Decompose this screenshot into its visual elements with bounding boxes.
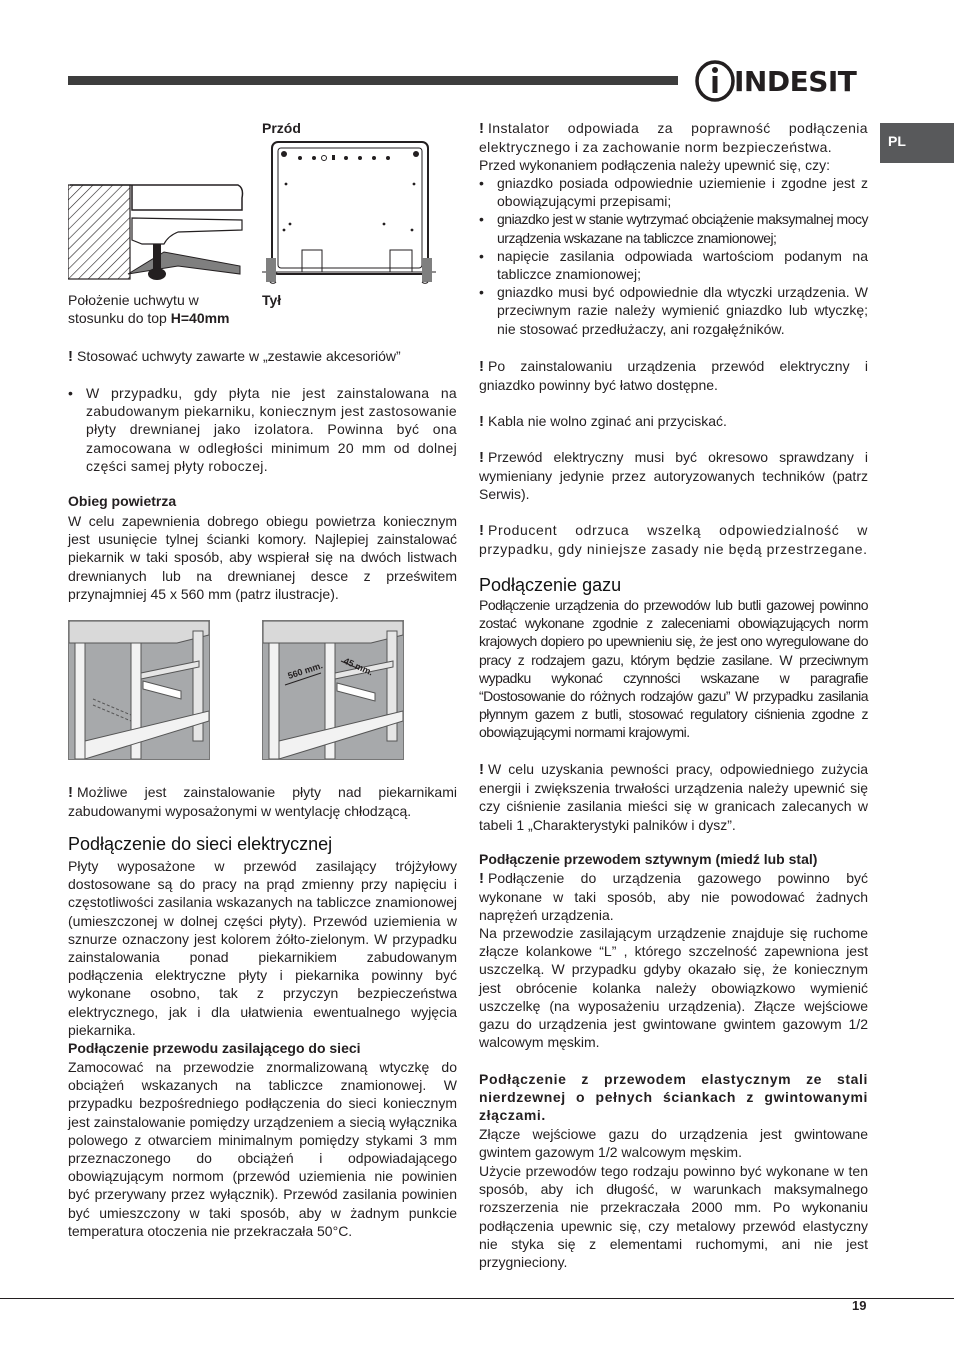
note-pressure (479, 760, 868, 834)
warning-icon: ! (479, 358, 484, 375)
note-accessories (68, 347, 458, 366)
caption-line-1: Położenie uchwytu w (68, 292, 199, 308)
note-check-text: Przewód elektryczny musi być okresowo sprawdzany i wymieniany jedynie przez autoryzowanych techników (patrz Serwis). (479, 449, 868, 503)
note-pressure-text: W celu uzyskania pewności pracy, odpowiedniego zużycia energii i zwiększenia trwałości urządzenia należy upewnić się czy ciśnienie zasilania mieści się w granicach zalecanych w tabeli 1 „Charakterystyki palników i dysz”. (479, 761, 868, 833)
flex-title: Podłączenie z przewodem elastycznym ze stali nierdzewnej o pełnych ściankach z gwintowanymi złączami. (479, 1071, 868, 1124)
note-access (479, 357, 868, 394)
insulator-text: W przypadku, gdy płyta nie jest zainstalowana na zabudowanym piekarniku, koniecznym jest zastosowanie płyty drewnianej jako izolatora. Powinna być ona zamocowana w odległości minimum 20 mm od dolnej części samej płyty roboczej. (86, 385, 457, 474)
note-access-text: Po zainstalowaniu urządzenia przewód elektryczny i gniazdko powinny być łatwo dostępne. (479, 358, 868, 394)
brand-wordmark: INDESIT (734, 65, 857, 98)
flex-text-2: Użycie przewodów tego rodzaju powinno być wykonane w ten sposób, aby ich długość, w warunkach maksymalnego rozszerzenia nie przekraczała 2000 mm. Po wykonaniu podłączenia upewnic się, czy metalowy przewód elastyczny nie styka się z elementami ruchomymi, ani nie jest przygnieciony. (479, 1163, 868, 1271)
page-number: 19 (852, 1298, 867, 1313)
warning-icon: ! (479, 522, 484, 539)
figure-bracket-side (68, 170, 244, 285)
cable-text: Zamocować na przewodzie znormalizowaną wtyczkę do obciążeń wskazanych na tabliczce znamionowej. W przypadku bezpośredniego podłączenia do sieci koniecznym jest zainstalowanie pomiędzy urządzeniem a siecią wyłącznika polowego z otwarciem minimalnym pomiędzy stykami 3 mm przeznaczonego do obciążeń i odpowiadającego obowiązującym normom (przewód uziemienia nie powinien być przerywany przez wyłącznik). Przewód zasilania powinien być umieszczony w taki sposób, aby w żadnym punkcie temperatura otoczenia nie przekraczała 50°C. (68, 1059, 457, 1239)
header-rule (68, 76, 678, 85)
warning-icon: ! (479, 120, 484, 137)
language-tab (880, 123, 954, 163)
warning-icon: ! (479, 761, 484, 778)
insulator-list (68, 384, 457, 475)
note-liability (479, 521, 868, 558)
list-item (68, 384, 457, 475)
list-item: • gniazdko jest w stanie wytrzymać obciążenie maksymalnej mocy urządzenia wskazane na tabliczce znamionowej; (479, 210, 868, 246)
airflow-text: W celu zapewnienia dobrego obiegu powietrza koniecznym jest usunięcie tylnej ścianki komory. Najlepiej zainstalować piekarnik w taki sposób, aby wspierał się na dwóch listwach drewnianych lub na drewnianej desce z prześwitem przynajmniej 45 x 560 mm (patrz ilustracje). (68, 513, 457, 602)
list-item: • napięcie zasilania odpowiada wartościom podanym na tabliczce znamionowej; (479, 247, 868, 283)
electric-section-title: Podłączenie do sieci elektrycznej (68, 834, 333, 854)
airflow-title: Obieg powietrza (68, 493, 177, 509)
warning-icon: ! (479, 413, 484, 430)
brand-logo (694, 58, 874, 104)
note-cooling (68, 783, 457, 820)
list-item: • gniazdko posiada odpowiednie uziemienie i zgodne jest z obowiązującymi przepisami; (479, 174, 868, 210)
dimension-45-label: 45 mm. (342, 655, 375, 678)
caption-line-2 (68, 309, 258, 327)
figure-bracket-top-view (262, 138, 436, 288)
label-back: Tył (262, 292, 282, 308)
note-accessories-text: Stosować uchwyty zawarte w „zestawie akcesoriów” (77, 348, 401, 364)
flex-text-1: Złącze wejściowe gazu do urządzenia jest gwintowane gwintem gazowym 1/2 walcowym męskim. (479, 1126, 868, 1161)
rigid-note-text: Podłączenie do urządzenia gazowego powinno być wykonane w taki sposób, aby nie powodować żadnych naprężeń urządzenia. (479, 870, 868, 924)
installer-note-text: Instalator odpowiada za poprawność podłączenia elektrycznego i za zachowanie norm bezpieczeństwa. (479, 120, 868, 156)
cable-title: Podłączenie przewodu zasilającego do sieci (68, 1040, 361, 1056)
figure-cabinet-right (262, 620, 404, 760)
warning-icon: ! (479, 449, 484, 466)
electric-text: Płyty wyposażone w przewód zasilający trójżyłowy dostosowane są do pracy na prąd zmienny przy napięciu i częstotliwości zasilania wskazanych na tabliczce znamionowej (umieszczonej w dolnej części płyty). Przewód uziemienia w sznurze oznaczony jest kolorem żółto-zielonym. W przypadku zainstalowania ponad piekarnikiem zabudowanym podłączenia elektryczne płyty i piekarnika powinny być wykonane osobno, tak z przyczyn bezpieczeństwa elektrycznego, jak i dla ułatwienia ewentualnego wyjęcia piekarnika. (68, 858, 457, 1038)
gas-text: Podłączenie urządzenia do przewodów lub butli gazowej powinno zostać wykonane zgodnie z zaleceniami obowiązujących norm krajowych dopiero po upewnieniu się, że jest ono wyregulowane do pracy z rodzajem gazu, którym będzie zasilane. W przeciwnym wypadku wykonać czynności wskazane w paragrafie “Dostosowanie do różnych rodzajów gazu” W przypadku zasilania płynnym gazem z butli, stosować regulatory ciśnienia zgodne z obowiązującymi normami krajowymi. (479, 597, 868, 741)
rigid-text: Na przewodzie zasilającym urządzenie znajduje się ruchome złącze kolankowe “L” , którego szczelność zapewniona jest uszczelką. W przypadku gdyby okazało się, że koniecznym jest obrócenie kolanka należy obowiązkowo wymienić uszczelkę (na wyposażeniu urządzenia). Złącze wejściowe gazu do urządzenia jest gwintowane gwintem gazowym 1/2 walcowym męskim. (479, 925, 868, 1051)
installer-note (479, 119, 868, 156)
language-tab-label: PL (888, 133, 906, 149)
dimension-560-label: 560 mm. (286, 660, 324, 681)
note-cooling-text: Możliwe jest zainstalowanie płyty nad piekarnikami zabudowanymi wyposażonymi w wentylację chłodzącą. (68, 784, 457, 820)
note-bend-text: Kabla nie wolno zginać ani przyciskać. (488, 413, 727, 429)
label-front: Przód (262, 120, 301, 136)
warning-icon: ! (68, 784, 73, 801)
caption-height-value: H=40mm (170, 310, 230, 327)
before-check-text: Przed wykonaniem podłączenia należy upewnić się, czy: (479, 157, 830, 173)
rigid-title: Podłączenie przewodem sztywnym (miedź lub stal) (479, 851, 818, 867)
note-check (479, 448, 868, 504)
warning-icon: ! (68, 348, 73, 365)
note-bend (479, 412, 868, 431)
warning-icon: ! (479, 870, 484, 887)
figure-caption (68, 291, 258, 327)
check-list (479, 174, 868, 338)
gas-section-title: Podłączenie gazu (479, 575, 622, 595)
list-item: • gniazdko musi być odpowiednie dla wtyczki urządzenia. W przeciwnym razie należy wymienić gniazdko lub wtyczkę; nie stosować przedłużaczy, ani rozgałęźników. (479, 283, 868, 338)
note-liability-text: Producent odrzuca wszelką odpowiedzialność w przypadku, gdy niniejsze zasady nie będą przestrzegane. (479, 522, 868, 558)
rigid-note (479, 869, 868, 925)
figure-cabinet-left (68, 620, 210, 760)
footer-rule (0, 1298, 954, 1299)
caption-line-2-text: stosunku do top (68, 310, 171, 327)
